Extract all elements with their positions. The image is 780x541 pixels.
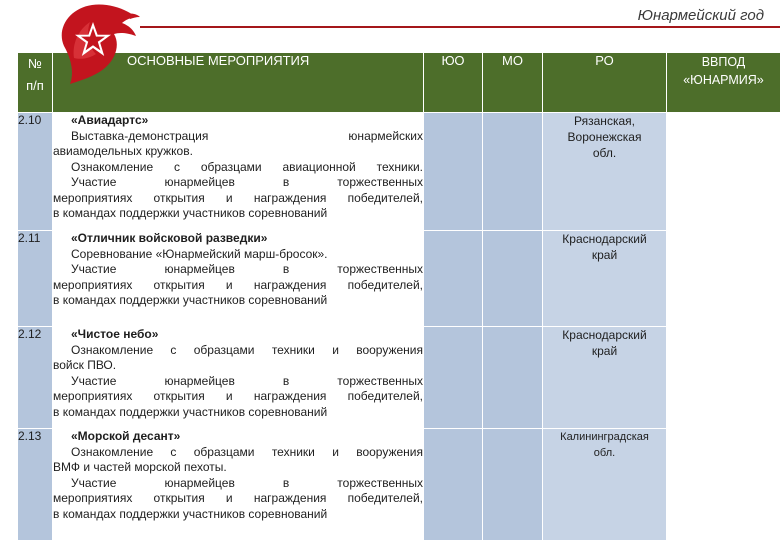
event-text-line: Ознакомление с образцами техники и вооружения	[53, 343, 423, 359]
column-header-events: ОСНОВНЫЕ МЕРОПРИЯТИЯ	[53, 53, 424, 113]
yuo-cell	[424, 231, 483, 327]
event-text-line: Ознакомление с образцами техники и вооружения	[53, 445, 423, 461]
event-description	[53, 231, 424, 327]
region-cell: Краснодарский край	[543, 231, 667, 327]
page-title: Юнармейский год	[638, 7, 764, 24]
event-text-line: Участие юнармейцев в торжественных	[53, 175, 423, 191]
event-text-line: Участие юнармейцев в торжественных	[53, 262, 423, 278]
event-text-line: в командах поддержки участников соревнований	[53, 206, 423, 222]
vvpod-cell	[667, 327, 780, 429]
column-header-number: № п/п	[18, 53, 53, 113]
event-description	[53, 327, 424, 429]
row-number: 2.10	[18, 113, 53, 231]
region-cell: Краснодарский край	[543, 327, 667, 429]
event-text-line: войск ПВО.	[53, 358, 423, 374]
yunarmiya-eagle-logo	[50, 0, 145, 88]
event-title: «Авиадартс»	[53, 113, 423, 129]
region-cell: Рязанская, Воронежская обл.	[543, 113, 667, 231]
region-cell: Калининградская обл.	[543, 429, 667, 541]
event-title: «Чистое небо»	[53, 327, 423, 343]
event-text-line: ВМФ и частей морской пехоты.	[53, 460, 423, 476]
mo-cell	[483, 231, 543, 327]
column-header-vvpod: ВВПОД «ЮНАРМИЯ»	[667, 53, 780, 113]
event-text-line: авиамодельных кружков.	[53, 144, 423, 160]
event-text-line: мероприятиях открытия и награждения победителей,	[53, 191, 423, 207]
vvpod-cell	[667, 113, 780, 231]
event-text-line: Участие юнармейцев в торжественных	[53, 374, 423, 390]
event-text-line: мероприятиях открытия и награждения победителей,	[53, 278, 423, 294]
event-text-line: Участие юнармейцев в торжественных	[53, 476, 423, 492]
table-row	[18, 113, 780, 231]
mo-cell	[483, 113, 543, 231]
table-row	[18, 327, 780, 429]
column-header-mo: МО	[483, 53, 543, 113]
events-table	[17, 52, 780, 541]
mo-cell	[483, 327, 543, 429]
yuo-cell	[424, 429, 483, 541]
row-number: 2.11	[18, 231, 53, 327]
event-text-line: Ознакомление с образцами авиационной техники.	[53, 160, 423, 176]
column-header-ro: РО	[543, 53, 667, 113]
row-number: 2.13	[18, 429, 53, 541]
event-text-line: в командах поддержки участников соревнований	[53, 293, 423, 309]
event-text-line: Выставка-демонстрация юнармейских	[53, 129, 423, 145]
event-text-line: в командах поддержки участников соревнований	[53, 507, 423, 523]
event-description	[53, 429, 424, 541]
event-text-line: Соревнование «Юнармейский марш-бросок».	[53, 247, 423, 263]
event-text-line: в командах поддержки участников соревнований	[53, 405, 423, 421]
event-title: «Отличник войсковой разведки»	[53, 231, 423, 247]
row-number: 2.12	[18, 327, 53, 429]
yuo-cell	[424, 113, 483, 231]
table-row	[18, 231, 780, 327]
title-underline	[140, 26, 780, 28]
event-text-line: мероприятиях открытия и награждения победителей,	[53, 389, 423, 405]
yuo-cell	[424, 327, 483, 429]
event-text-line: мероприятиях открытия и награждения победителей,	[53, 491, 423, 507]
event-description	[53, 113, 424, 231]
mo-cell	[483, 429, 543, 541]
column-header-yuo: ЮО	[424, 53, 483, 113]
table-row	[18, 429, 780, 541]
vvpod-cell	[667, 429, 780, 541]
vvpod-cell	[667, 231, 780, 327]
event-title: «Морской десант»	[53, 429, 423, 445]
